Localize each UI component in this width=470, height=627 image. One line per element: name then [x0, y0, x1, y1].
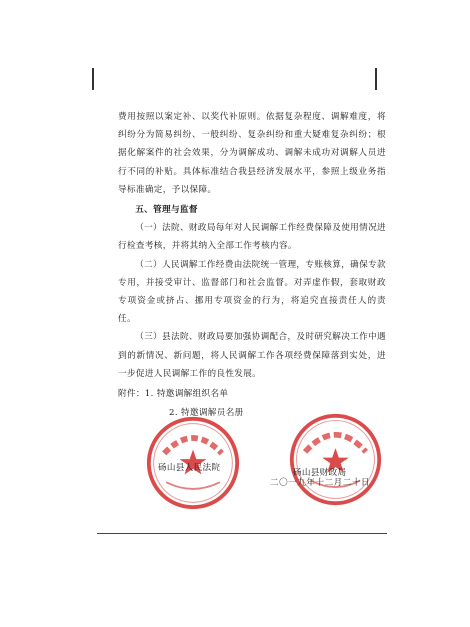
scan-corner-mark-right — [375, 68, 377, 90]
attachment-line-1 — [118, 385, 388, 404]
document-body — [118, 108, 386, 383]
paragraph-item-1: （一）法院、财政局每年对人民调解工作经费保障及使用情况进行检查考核，并将其纳入全部工作考核内容。 — [118, 223, 386, 252]
signature-court: 砀山县人民法院 — [158, 463, 221, 473]
document-date: 二〇一九年十二月二十日 — [270, 478, 371, 488]
attachment-item-1: 1. 特邀调解组织名单 — [144, 389, 229, 399]
paragraph-continuation: 费用按照以案定补、以奖代补原则。依据复杂程度、调解难度，将纠纷分为简易纠纷、一般纠纷、复杂纠纷和重大疑难复杂纠纷；根据化解案件的社会效果，分为调解成功、调解未成功对调解人员进行不同的补贴。具体标准结合我县经济发展水平，参照上级业务指导标准确定，予以保障。 — [118, 112, 386, 195]
paragraph-item-2: （二）人民调解工作经费由法院统一管理，专账核算，确保专款专用，并接受审计、监督部门和社会监督。对弄虚作假，套取财政专项资金或挤占、挪用专项资金的行为，将追究直接责任人的责任。 — [118, 259, 386, 325]
finance-seal-stamp — [288, 412, 383, 507]
paragraph-item-3: （三）县法院、财政局要加强协调配合，及时研究解决工作中遇到的新情况、新问题，将人民调解工作各项经费保障落到实处，进一步促进人民调解工作的良性发展。 — [118, 332, 386, 379]
attachment-item-2: 2. 特邀调解员名册 — [169, 408, 244, 418]
signature-finance: 砀山县财政局 — [293, 468, 347, 478]
finance-seal-graphic — [288, 412, 383, 507]
footer-rule — [97, 533, 387, 534]
scan-corner-mark-left — [92, 68, 94, 90]
section-heading: 五、管理与监督 — [135, 205, 198, 216]
attachments-label: 附件： — [118, 389, 145, 399]
